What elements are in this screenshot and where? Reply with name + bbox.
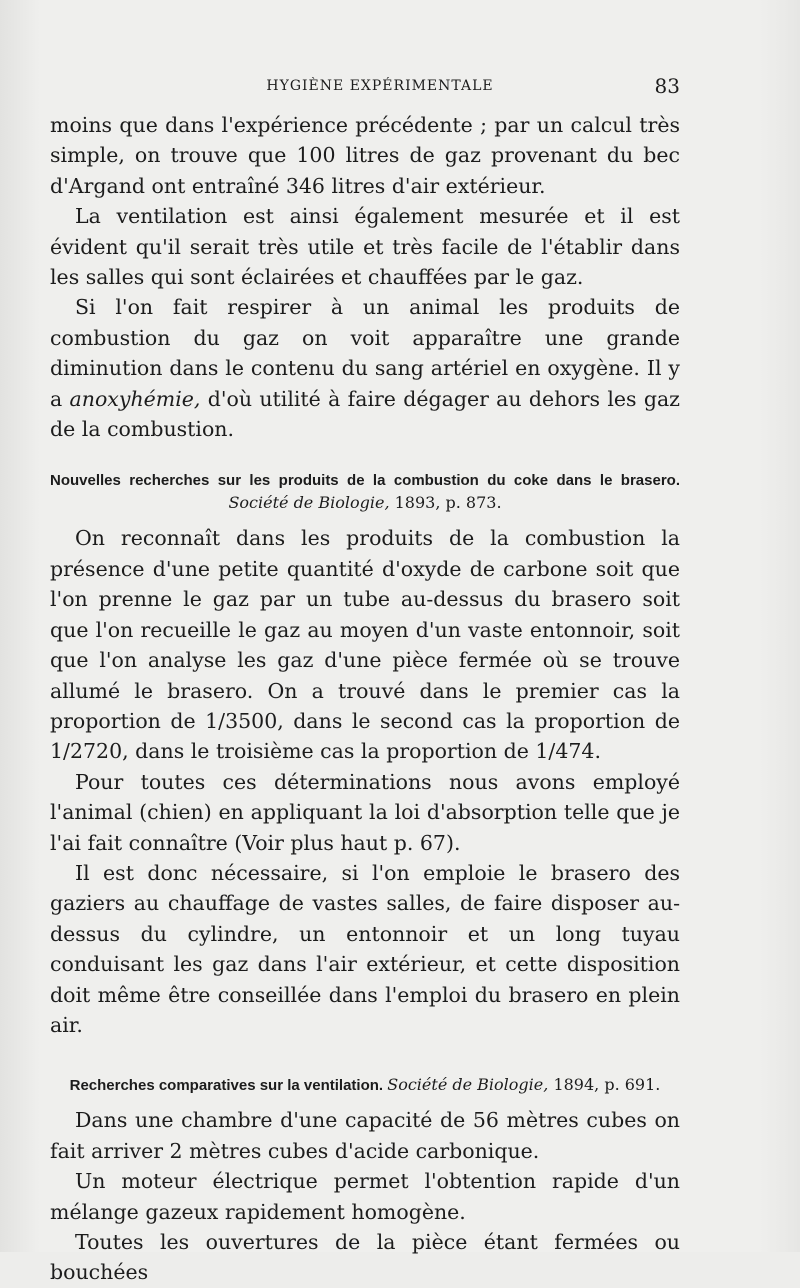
section-heading-ventilation — [50, 1074, 680, 1097]
reference-details: 1893, p. 873. — [394, 493, 502, 513]
running-title: HYGIÈNE EXPÉRIMENTALE — [266, 78, 494, 94]
page-header — [50, 72, 680, 102]
section-heading-brasero — [50, 470, 680, 515]
paragraph-brasero-3: Il est donc nécessaire, si l'on emploie le brasero des gaziers au chauffage de vastes salles, de faire disposer au-dessus du cylindre, un entonnoir et un long tuyau conduisant les gaz dans l'air extérieur, et cette disposition doit même être conseillée dans l'emploi du brasero en plein air. — [50, 860, 680, 1037]
page-number: 83 — [654, 74, 680, 98]
reference-details: 1894, p. 691. — [553, 1075, 661, 1095]
section-reference — [387, 1075, 660, 1094]
paragraph-continued: moins que dans l'expérience précédente ; par un calcul très simple, on trouve que 100 litres de gaz provenant du bec d'Argand ont entraîné 346 litres d'air extérieur. — [50, 113, 680, 198]
paragraph-anoxyhemie-after: d'où utilité à faire dégager au dehors les gaz de la combustion. — [50, 386, 680, 442]
paragraph-anoxyhemie — [50, 292, 680, 444]
paragraph-ventilation: La ventilation est ainsi également mesurée et il est évident qu'il serait très utile et très facile de l'établir dans les salles qui sont éclairées et chauffées par le gaz. — [50, 204, 680, 290]
section-reference — [228, 493, 501, 512]
term-anoxyhemie: anoxyhémie, — [69, 386, 201, 411]
paragraph-ventilation-2: Un moteur électrique permet l'obtention rapide d'un mélange gazeux rapidement homogène. — [50, 1169, 680, 1224]
section-title: Recherches comparatives sur la ventilation. — [69, 1077, 384, 1095]
journal-name: Société de Biologie, — [387, 1075, 549, 1095]
paragraph-brasero-2: Pour toutes ces déterminations nous avons employé l'animal (chien) en appliquant la loi d'absorption telle que je l'ai fait connaître (Voir plus haut p. 67). — [50, 769, 680, 855]
paragraph-ventilation-3: Toutes les ouvertures de la pièce étant fermées ou bouchées — [50, 1230, 680, 1285]
paragraph-anoxyhemie-before: Si l'on fait respirer à un animal les produits de combustion du gaz on voit apparaître une grande diminution dans le contenu du sang artériel en oxygène. Il y a — [50, 295, 680, 411]
section-title: Nouvelles recherches sur les produits de la combustion du coke dans le brasero. — [50, 472, 680, 490]
paragraph-brasero-1: On reconnaît dans les produits de la combustion la présence d'une petite quantité d'oxyde de carbone soit que l'on prenne le gaz par un tube au-dessus du brasero soit que l'on recueille le gaz au moyen d'un vaste entonnoir, soit que l'on analyse les gaz d'une pièce fermée où se trouve allumé le brasero. On a trouvé dans le premier cas la proportion de 1/3500, dans le second cas la proportion de 1/2720, dans le troisième cas la proportion de 1/474. — [50, 526, 680, 764]
paragraph-ventilation-1: Dans une chambre d'une capacité de 56 mètres cubes on fait arriver 2 mètres cubes d'acide carbonique. — [50, 1108, 680, 1163]
journal-name: Société de Biologie, — [228, 493, 390, 513]
body-text — [50, 110, 680, 1288]
